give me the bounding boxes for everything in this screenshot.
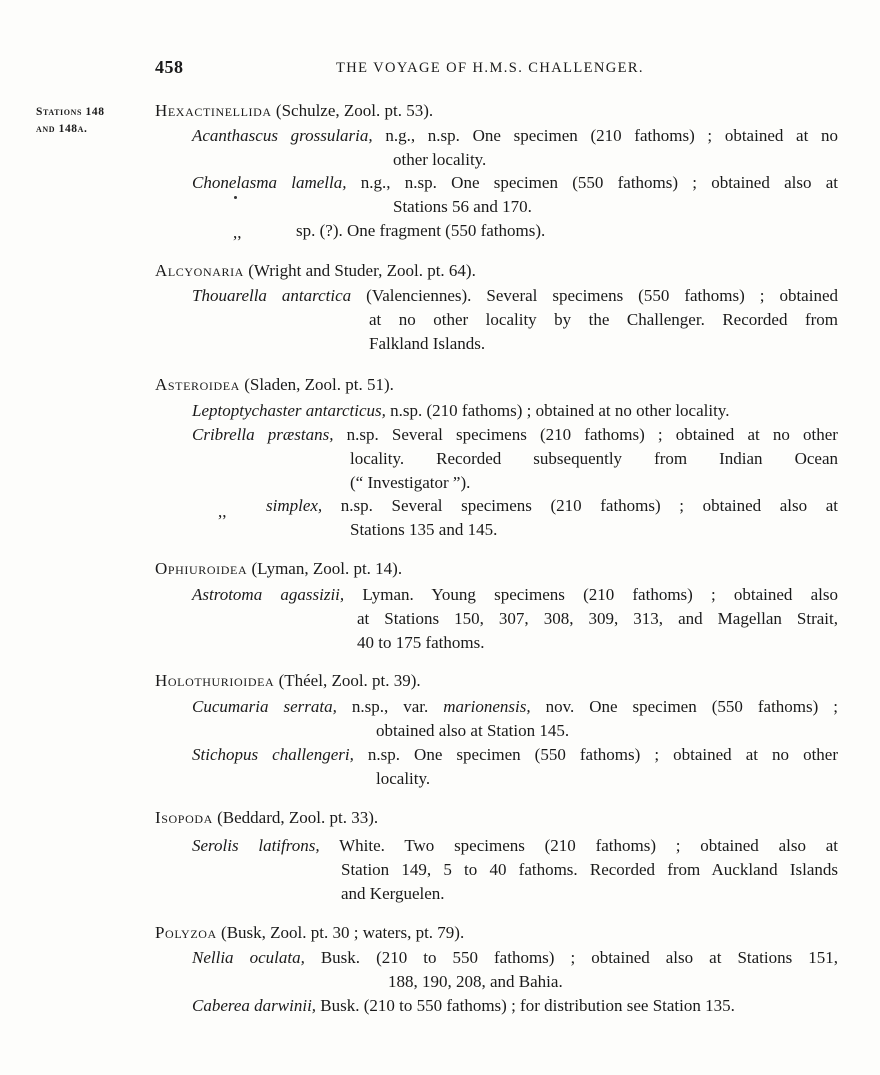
group-name: Asteroidea [155,375,240,394]
entry-line: and Kerguelen. [341,884,445,903]
entry-line: Station 149, 5 to 40 fathoms. Recorded from Auckland Islands [341,860,838,879]
species-name: Cribrella præstans, [192,425,334,444]
entry-line: other locality. [393,150,487,169]
entry-text: Busk. (210 to 550 fathoms) ; for distribution see Station 135. [316,996,735,1015]
running-title: THE VOYAGE OF H.M.S. CHALLENGER. [336,60,644,76]
entry-text: n.sp. One specimen (550 fathoms) ; obtained at no other [353,745,838,764]
species-name: Nellia oculata, [192,948,305,967]
species-name: Stichopus challengeri, [192,745,354,764]
entry-line [266,494,838,518]
page-number: 458 [155,57,184,77]
entry-line [192,946,838,970]
ditto-mark: ,, [218,502,227,521]
entry-text: (Valenciennes). Several specimens (550 fathoms) ; obtained [351,286,838,305]
section-heading-polyzoa [155,921,464,945]
entry-line [192,994,735,1018]
margin-note-line-1: Stations 148 [36,106,105,118]
stray-dot-mark [234,196,237,199]
species-name: Leptoptychaster antarcticus, [192,401,386,420]
entry-line [192,834,838,858]
species-name: Acanthascus grossularia, [192,126,373,145]
group-name: Polyzoa [155,923,217,942]
entry-line [192,284,838,308]
entry-line: Stations 135 and 145. [350,520,498,539]
entry-line [192,399,729,423]
entry-line: at no other locality by the Challenger. Recorded from [369,310,838,329]
entry-line: at Stations 150, 307, 308, 309, 313, and Magellan Strait, [357,609,838,628]
section-heading-ophiuroidea [155,557,402,581]
group-ref: (Beddard, Zool. pt. 33). [212,808,379,827]
variety-name: marionensis, [443,697,531,716]
species-name: Serolis latifrons, [192,836,320,855]
species-name: Cucumaria serrata, [192,697,337,716]
entry-line: 40 to 175 fathoms. [357,633,485,652]
entry-text: n.sp. Several specimens (210 fathoms) ; obtained also at [322,496,838,515]
species-name: Thouarella antarctica [192,286,352,305]
ditto-mark: ,, [233,223,242,242]
group-ref: (Wright and Studer, Zool. pt. 64). [243,261,476,280]
species-name: Chonelasma lamella, [192,173,347,192]
group-ref: (Schulze, Zool. pt. 53). [271,101,434,120]
entry-text: n.sp. (210 fathoms) ; obtained at no other locality. [385,401,730,420]
entry-text: n.sp., var. [336,697,444,716]
section-heading-hexactinellida [155,99,433,123]
entry-line: locality. [376,769,431,788]
margin-note-line-2: and 148a. [36,123,88,135]
species-name: Caberea darwinii, [192,996,317,1015]
section-heading-alcyonaria [155,259,476,283]
entry-line: (“ Investigator ”). [350,473,471,492]
margin-note-stations [36,104,105,138]
group-ref: (Sladen, Zool. pt. 51). [239,375,394,394]
group-name: Alcyonaria [155,261,244,280]
species-name: simplex, [266,496,323,515]
entry-line: obtained also at Station 145. [376,721,570,740]
section-heading-holothurioidea [155,669,421,693]
entry-text: Lyman. Young specimens (210 fathoms) ; obtained also [344,585,838,604]
running-header [0,55,880,81]
section-heading-asteroidea [155,373,394,397]
entry-text: Busk. (210 to 550 fathoms) ; obtained also at Stations 151, [304,948,839,967]
group-name: Hexactinellida [155,101,272,120]
entry-line [192,743,838,767]
species-name: Astrotoma agassizii, [192,585,345,604]
group-name: Ophiuroidea [155,559,248,578]
entry-line [192,423,838,447]
group-ref: (Théel, Zool. pt. 39). [274,671,421,690]
section-heading-isopoda [155,806,378,830]
entry-line [192,583,838,607]
entry-line [192,171,838,195]
entry-text: n.sp. Several specimens (210 fathoms) ; obtained at no other [333,425,838,444]
group-name: Holothurioidea [155,671,275,690]
group-ref: (Lyman, Zool. pt. 14). [247,559,403,578]
entry-line: locality. Recorded subsequently from Indian Ocean [350,449,838,468]
entry-text: nov. One specimen (550 fathoms) ; [530,697,838,716]
entry-text: n.g., n.sp. One specimen (550 fathoms) ; obtained also at [346,173,839,192]
entry-line: Stations 56 and 170. [393,197,532,216]
entry-line [192,124,838,148]
entry-line: Falkland Islands. [369,334,486,353]
entry-text: White. Two specimens (210 fathoms) ; obtained also at [319,836,838,855]
group-name: Isopoda [155,808,213,827]
entry-line: 188, 190, 208, and Bahia. [388,972,563,991]
entry-text: n.g., n.sp. One specimen (210 fathoms) ; obtained at no [372,126,838,145]
entry-line: sp. (?). One fragment (550 fathoms). [296,221,546,240]
group-ref: (Busk, Zool. pt. 30 ; waters, pt. 79). [216,923,465,942]
entry-line [192,695,838,719]
